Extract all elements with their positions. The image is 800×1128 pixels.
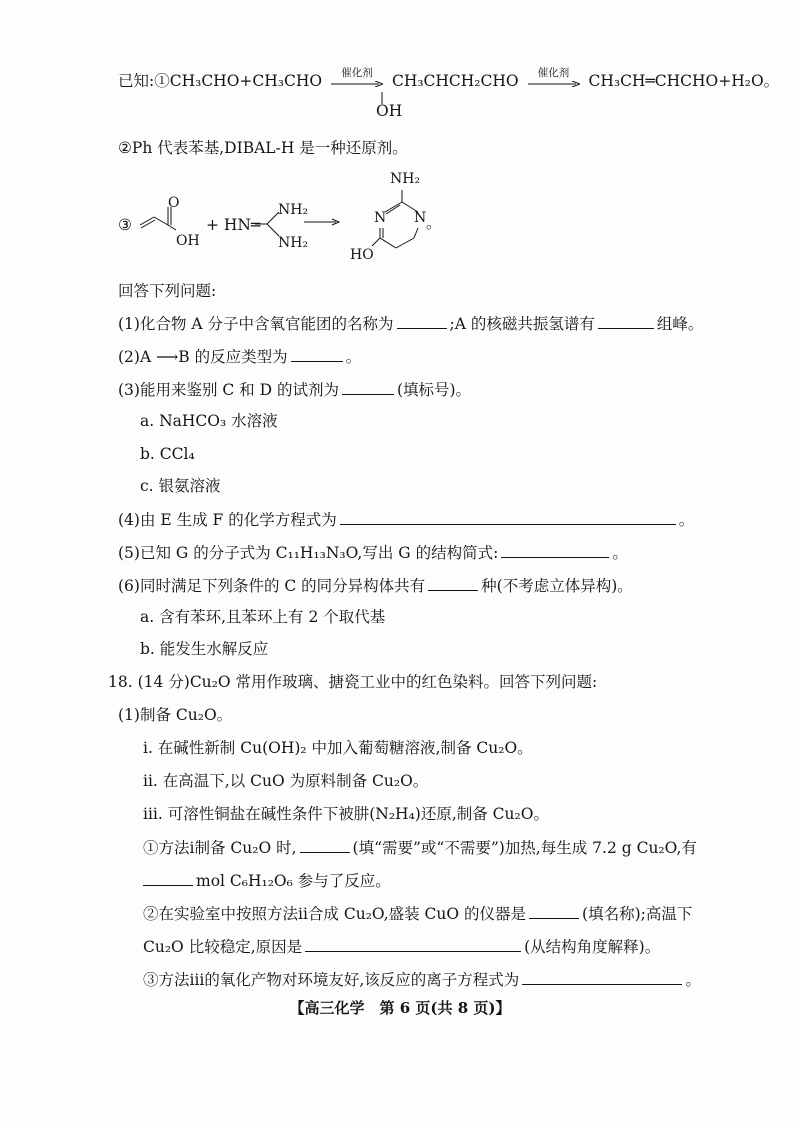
ring-end-mark: 。 [426, 214, 442, 232]
question-4 [118, 508, 694, 531]
question-3-text-b: (填标号)。 [396, 381, 472, 399]
question-1-text-a: (1)化合物 A 分子中含氧官能团的名称为 [118, 315, 394, 333]
question-6-text-a: (6)同时满足下列条件的 C 的同分异构体共有 [118, 577, 426, 595]
answer-blank[interactable] [397, 312, 447, 329]
reaction3-arrow [304, 218, 340, 226]
part-1-text-c: mol C₆H₁₂O₆ 参与了反应。 [196, 872, 391, 890]
part-3-text-b: 。 [685, 971, 701, 989]
answer-blank[interactable] [300, 836, 350, 853]
question-5-text-a: (5)已知 G 的分子式为 C₁₁H₁₃N₃O,写出 G 的结构简式: [118, 544, 499, 562]
method-3: ⅲ. 可溶性铜盐在碱性条件下被肼(N₂H₄)还原,制备 Cu₂O。 [143, 805, 549, 823]
option-b: b. CCl₄ [140, 445, 195, 463]
known-prefix: 已知:① [118, 72, 170, 90]
question-4-text-a: (4)由 E 生成 F 的化学方程式为 [118, 511, 337, 529]
part-2-text-a: ②在实验室中按照方法ⅱ合成 Cu₂O,盛装 CuO 的仪器是 [143, 905, 527, 923]
part-1-text-a: ①方法ⅰ制备 Cu₂O 时, [143, 839, 297, 857]
ring-n-right: N [414, 210, 427, 226]
condition-a: a. 含有苯环,且苯环上有 2 个取代基 [140, 608, 386, 626]
arrow-icon [331, 81, 383, 87]
question-5-text-b: 。 [612, 544, 628, 562]
acrylic-acid-structure [136, 195, 196, 235]
reaction1-intermediate: CH₃CHCH₂CHO [391, 72, 519, 90]
reaction1-reactants: CH₃CHO+CH₃CHO [169, 72, 323, 90]
guanidine-nh2-bottom: NH₂ [278, 235, 309, 251]
question-2-text-b: 。 [345, 348, 362, 366]
page-footer: 【高三化学 第 6 页(共 8 页)】 [289, 999, 511, 1017]
intro-text: 回答下列问题: [118, 282, 217, 300]
option-c: c. 银氨溶液 [140, 477, 221, 495]
question-2-text-a: (2)A ⟶B 的反应类型为 [118, 348, 288, 366]
q18-part-1-cont [143, 869, 391, 892]
answer-blank[interactable] [522, 968, 682, 985]
method-1: ⅰ. 在碱性新制 Cu(OH)₂ 中加入葡萄糖溶液,制备 Cu₂O。 [143, 739, 533, 757]
arrow-icon [528, 81, 580, 87]
answer-blank[interactable] [529, 902, 579, 919]
question-6 [118, 574, 633, 597]
part-3-text-a: ③方法ⅲ的氧化产物对环境友好,该反应的离子方程式为 [143, 971, 520, 989]
q18-part-3 [143, 968, 701, 991]
q18-sub-1: (1)制备 Cu₂O。 [118, 706, 233, 724]
question-4-text-b: 。 [678, 511, 695, 529]
ring-n-left: N [374, 210, 387, 226]
ring-hydroxyl: HO [350, 247, 374, 263]
question-1 [118, 312, 703, 335]
answer-blank[interactable] [428, 574, 478, 591]
known-note-2: ②Ph 代表苯基,DIBAL-H 是一种还原剂。 [118, 139, 408, 157]
part-2-text-b: (填名称);高温下 [582, 905, 693, 923]
answer-blank[interactable] [291, 345, 343, 362]
q18-part-1 [143, 836, 697, 859]
q18-part-2 [143, 902, 692, 925]
catalyst-label: 催化剂 [341, 67, 373, 79]
part-2-text-c: Cu₂O 比较稳定,原因是 [143, 938, 303, 956]
guanidine-plus: + HN═ [206, 216, 261, 234]
answer-blank[interactable] [305, 935, 521, 952]
question-3-text-a: (3)能用来鉴别 C 和 D 的试剂为 [118, 381, 339, 399]
method-2: ⅱ. 在高温下,以 CuO 为原料制备 Cu₂O。 [143, 772, 429, 790]
question-5 [118, 541, 628, 564]
question-18-head: 18. (14 分)Cu₂O 常用作玻璃、搪瓷工业中的红色染料。回答下列问题: [108, 673, 598, 691]
reaction1-products: CH₃CH═CHCHO+H₂O。 [588, 72, 780, 90]
answer-blank[interactable] [340, 508, 676, 525]
answer-blank[interactable] [598, 312, 654, 329]
guanidine-nh2-top: NH₂ [278, 202, 309, 218]
reaction1-oh: OH [376, 102, 403, 120]
acid-oxygen: O [168, 195, 180, 211]
known-note-3-mark: ③ [118, 216, 132, 234]
part-1-text-b: (填“需要”或“不需要”)加热,每生成 7.2 g Cu₂O,有 [352, 839, 697, 857]
question-1-text-b: ;A 的核磁共振氢谱有 [449, 315, 595, 333]
answer-blank[interactable] [143, 869, 193, 886]
option-a: a. NaHCO₃ 水溶液 [140, 412, 278, 430]
answer-blank[interactable] [342, 378, 394, 395]
known-reaction-1 [118, 67, 780, 93]
condition-b: b. 能发生水解反应 [140, 640, 269, 658]
question-2 [118, 345, 361, 368]
part-2-text-d: (从结构角度解释)。 [524, 938, 661, 956]
question-6-text-b: 种(不考虑立体异构)。 [481, 577, 633, 595]
catalyst-arrow-1 [331, 67, 383, 93]
question-1-text-c: 组峰。 [656, 315, 704, 333]
acid-hydroxyl: OH [176, 233, 200, 249]
q18-part-2-cont [143, 935, 660, 958]
catalyst-arrow-2 [528, 67, 580, 93]
ring-amino: NH₂ [390, 171, 421, 187]
catalyst-label: 催化剂 [537, 67, 570, 79]
answer-blank[interactable] [501, 541, 609, 558]
question-3 [118, 378, 471, 401]
